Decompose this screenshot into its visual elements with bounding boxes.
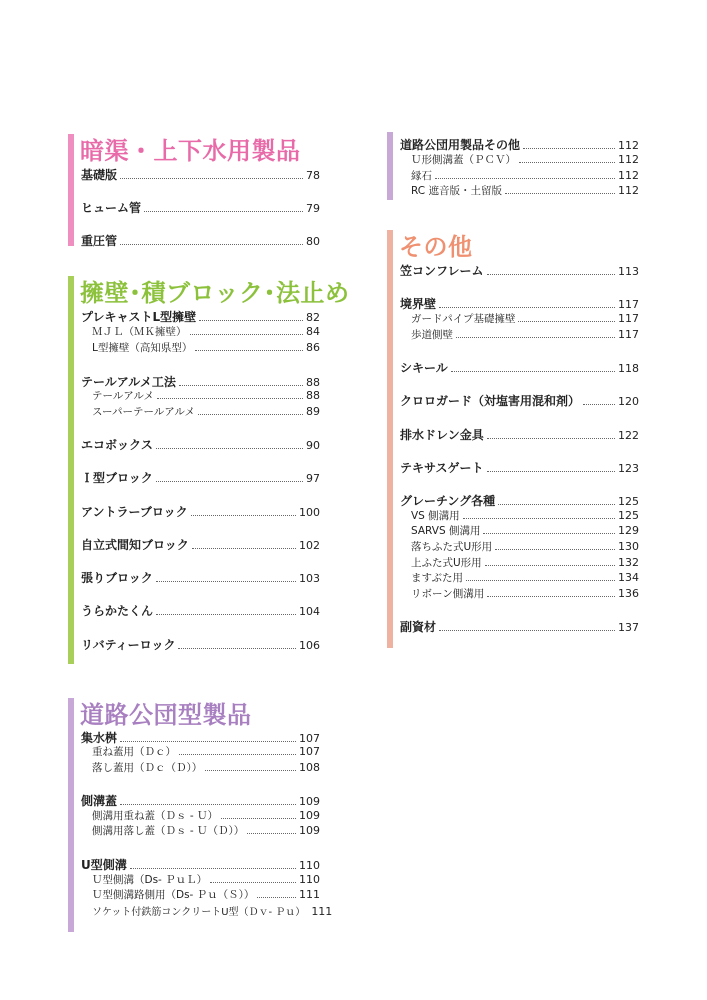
- section-bar: [68, 134, 74, 246]
- entry-label: ヒューム管: [81, 201, 142, 215]
- entry-page: 109: [299, 795, 320, 808]
- toc-entry[interactable]: [400, 262, 639, 279]
- leader-dots: [199, 319, 303, 321]
- entry-page: 109: [299, 809, 320, 822]
- entry-page: 134: [618, 571, 639, 584]
- toc-entry[interactable]: [81, 602, 320, 619]
- entry-page: 106: [299, 639, 320, 652]
- entry-label: プレキャストL型擁壁: [81, 310, 197, 324]
- entry-label: 張りブロック: [81, 571, 153, 585]
- entry-page: 78: [306, 169, 320, 182]
- toc-entry[interactable]: [400, 618, 639, 635]
- entry-label: Ｉ型ブロック: [81, 471, 153, 485]
- entry-label: ＭＪＬ（ＭＫ擁壁）: [92, 326, 187, 338]
- entry-label: 歩道側壁: [411, 329, 453, 341]
- entry-label: アントラーブロック: [81, 505, 188, 519]
- entry-label: 落し蓋用（Ｄｃ（Ｄ））: [92, 762, 203, 774]
- entry-page: 104: [299, 605, 320, 618]
- leader-dots: [178, 647, 296, 649]
- entry-page: 112: [618, 139, 639, 152]
- entry-label: スーパーテールアルメ: [92, 406, 196, 418]
- leader-dots: [487, 595, 615, 597]
- leader-dots: [466, 579, 615, 581]
- leader-dots: [120, 177, 303, 179]
- entry-label: Ｕ型側溝路側用（Ds- Ｐｕ（Ｓ））: [92, 889, 255, 901]
- entry-page: 118: [618, 362, 639, 375]
- section-bar: [68, 276, 74, 664]
- toc-entry[interactable]: [81, 232, 320, 249]
- leader-dots: [583, 403, 615, 405]
- entry-page: 125: [618, 495, 639, 508]
- section-doro-other: [387, 132, 639, 200]
- entry-page: 86: [306, 341, 320, 354]
- toc-subentry[interactable]: [411, 311, 639, 326]
- leader-dots: [195, 349, 303, 351]
- leader-dots: [456, 336, 615, 338]
- entry-page: 136: [618, 587, 639, 600]
- leader-dots: [463, 517, 615, 519]
- entry-label: うらかたくん: [81, 604, 154, 618]
- leader-dots: [191, 514, 296, 516]
- entry-label: リボーン側溝用: [411, 588, 485, 600]
- section-sonota: [387, 230, 639, 648]
- toc-subentry[interactable]: [411, 183, 639, 198]
- toc-subentry[interactable]: [92, 903, 333, 918]
- entry-label: 集水桝: [81, 731, 118, 745]
- leader-dots: [198, 413, 303, 415]
- toc-entry[interactable]: [81, 166, 320, 183]
- entry-page: 80: [306, 235, 320, 248]
- entry-page: 88: [306, 389, 320, 402]
- entry-label: VS 側溝用: [411, 510, 460, 522]
- toc-subentry[interactable]: [411, 586, 639, 601]
- entry-label: グレーチング各種: [400, 494, 496, 508]
- leader-dots: [487, 470, 615, 472]
- entry-page: 112: [618, 169, 639, 182]
- entry-page: 89: [306, 405, 320, 418]
- entry-label: 側溝蓋: [81, 794, 118, 808]
- leader-dots: [487, 273, 615, 275]
- entry-label: 副資材: [400, 620, 437, 634]
- leader-dots: [483, 532, 615, 534]
- entry-page: 111: [299, 888, 320, 901]
- entry-label: SARVS 側溝用: [411, 525, 481, 537]
- leader-dots: [523, 147, 615, 149]
- leader-dots: [495, 548, 615, 550]
- entry-label: エコボックス: [81, 438, 153, 452]
- section-title: その他: [399, 233, 473, 261]
- entry-label: RC 遮音版・土留版: [411, 185, 502, 197]
- entry-label: テールアルメ: [92, 390, 155, 402]
- leader-dots: [519, 161, 615, 163]
- toc-subentry[interactable]: [411, 523, 639, 538]
- toc-subentry[interactable]: [92, 760, 320, 775]
- entry-page: 117: [618, 328, 639, 341]
- toc-entry[interactable]: [400, 492, 639, 509]
- entry-page: 111: [311, 905, 333, 918]
- section-ankyo: [68, 134, 320, 248]
- entry-label: 基礎版: [81, 168, 118, 182]
- toc-subentry[interactable]: [92, 744, 320, 759]
- entry-label: ガードパイプ基礎擁壁: [411, 313, 516, 325]
- toc-entry[interactable]: [81, 856, 320, 873]
- section-doro: [68, 698, 333, 932]
- entry-page: 113: [618, 265, 639, 278]
- leader-dots: [439, 629, 615, 631]
- section-title: 暗渠・上下水用製品: [80, 137, 301, 165]
- entry-page: 97: [306, 472, 320, 485]
- entry-label: リバティーロック: [81, 638, 176, 652]
- leader-dots: [505, 192, 615, 194]
- leader-dots: [120, 803, 296, 805]
- toc-entry[interactable]: [400, 459, 639, 476]
- entry-page: 130: [618, 540, 639, 553]
- toc-subentry[interactable]: [411, 508, 639, 523]
- leader-dots: [157, 397, 303, 399]
- leader-dots: [221, 817, 296, 819]
- entry-label: クロロガード（対塩害用混和剤）: [400, 394, 581, 408]
- entry-label: 上ふた式U形用: [411, 557, 482, 569]
- entry-page: 102: [299, 539, 320, 552]
- leader-dots: [487, 437, 615, 439]
- leader-dots: [435, 177, 615, 179]
- toc-entry[interactable]: [81, 569, 320, 586]
- entry-page: 84: [306, 325, 320, 338]
- entry-page: 107: [299, 745, 320, 758]
- entry-page: 125: [618, 509, 639, 522]
- entry-label: U型側溝: [81, 858, 127, 872]
- leader-dots: [518, 320, 615, 322]
- toc-subentry[interactable]: [92, 388, 320, 403]
- leader-dots: [144, 210, 303, 212]
- entry-label: ますぶた用: [411, 572, 463, 584]
- toc-entry[interactable]: [81, 792, 320, 809]
- entry-label: 境界壁: [400, 297, 437, 311]
- toc-subentry[interactable]: [92, 324, 320, 339]
- entry-label: 排水ドレン金具: [400, 428, 484, 442]
- toc-subentry[interactable]: [92, 823, 320, 838]
- section-title: 道路公団型製品: [80, 701, 252, 729]
- toc-subentry[interactable]: [411, 570, 639, 585]
- leader-dots: [247, 832, 296, 834]
- entry-label: 重圧管: [81, 234, 118, 248]
- entry-label: 側溝用落し蓋（Ｄｓ - Ｕ（Ｄ））: [92, 825, 245, 837]
- entry-page: 103: [299, 572, 320, 585]
- leader-dots: [210, 881, 296, 883]
- toc-subentry[interactable]: [411, 327, 639, 342]
- entry-page: 82: [306, 311, 320, 324]
- entry-label: シキール: [400, 361, 448, 375]
- entry-label: Ｕ型側溝（Ds- ＰｕＬ）: [92, 874, 208, 886]
- entry-page: 88: [306, 376, 320, 389]
- entry-label: ソケット付鉄筋コンクリートU型（Ｄｖ- Ｐｕ）: [92, 907, 306, 918]
- leader-dots: [451, 370, 615, 372]
- toc-entry[interactable]: [81, 536, 320, 553]
- toc-entry[interactable]: [81, 503, 320, 520]
- leader-dots: [179, 753, 296, 755]
- entry-label: テールアルメ工法: [81, 375, 176, 389]
- entry-page: 120: [618, 395, 639, 408]
- entry-page: 108: [299, 761, 320, 774]
- toc-subentry[interactable]: [92, 340, 320, 355]
- toc-entry[interactable]: [81, 199, 320, 216]
- section-yoheki: [68, 276, 350, 664]
- leader-dots: [120, 740, 296, 742]
- toc-entry[interactable]: [400, 136, 639, 153]
- toc-entry[interactable]: [81, 636, 320, 653]
- leader-dots: [192, 547, 296, 549]
- entry-label: 落ちふた式U形用: [411, 541, 493, 553]
- entry-label: 縁石: [411, 170, 432, 182]
- entry-label: 側溝用重ね蓋（Ｄｓ - Ｕ）: [92, 810, 218, 822]
- section-bar: [387, 132, 393, 200]
- leader-dots: [179, 384, 303, 386]
- toc-entry[interactable]: [81, 436, 320, 453]
- entry-page: 100: [299, 506, 320, 519]
- leader-dots: [156, 580, 296, 582]
- entry-page: 110: [299, 873, 320, 886]
- leader-dots: [156, 480, 303, 482]
- entry-page: 117: [618, 312, 639, 325]
- entry-page: 90: [306, 439, 320, 452]
- entry-label: テキサスゲート: [400, 461, 484, 475]
- entry-page: 122: [618, 429, 639, 442]
- toc-entry[interactable]: [81, 308, 320, 325]
- leader-dots: [156, 613, 296, 615]
- section-title: 擁壁･積ブロック･法止め: [80, 279, 350, 307]
- toc-subentry[interactable]: [411, 152, 639, 167]
- entry-page: 109: [299, 824, 320, 837]
- entry-page: 137: [618, 621, 639, 634]
- entry-page: 112: [618, 184, 639, 197]
- toc-entry[interactable]: [400, 392, 639, 409]
- entry-page: 123: [618, 462, 639, 475]
- leader-dots: [257, 896, 296, 898]
- entry-label: Ｕ形側溝蓋（ＰＣＶ）: [411, 154, 516, 166]
- toc-subentry[interactable]: [411, 168, 639, 183]
- leader-dots: [156, 447, 303, 449]
- entry-page: 112: [618, 153, 639, 166]
- leader-dots: [485, 564, 615, 566]
- leader-dots: [120, 243, 303, 245]
- leader-dots: [439, 306, 615, 308]
- leader-dots: [130, 867, 296, 869]
- toc-subentry[interactable]: [411, 555, 639, 570]
- entry-page: 79: [306, 202, 320, 215]
- entry-label: 自立式間知ブロック: [81, 538, 189, 552]
- entry-page: 117: [618, 298, 639, 311]
- entry-label: 笠コンフレーム: [400, 264, 484, 278]
- toc-entry[interactable]: [400, 426, 639, 443]
- toc-subentry[interactable]: [411, 539, 639, 554]
- entry-page: 132: [618, 556, 639, 569]
- entry-label: 道路公団用製品その他: [400, 138, 521, 152]
- toc-subentry[interactable]: [92, 808, 320, 823]
- entry-label: L型擁壁（高知県型）: [92, 342, 193, 354]
- entry-page: 110: [299, 859, 320, 872]
- leader-dots: [205, 769, 296, 771]
- entry-label: 重ね蓋用（Ｄｃ）: [92, 746, 176, 758]
- toc-subentry[interactable]: [92, 887, 320, 902]
- section-bar: [68, 698, 74, 932]
- section-bar: [387, 230, 393, 648]
- leader-dots: [498, 503, 615, 505]
- toc-subentry[interactable]: [92, 404, 320, 419]
- entry-page: 129: [618, 524, 639, 537]
- toc-entry[interactable]: [400, 295, 639, 312]
- leader-dots: [190, 333, 304, 335]
- toc-subentry[interactable]: [92, 872, 320, 887]
- toc-entry[interactable]: [81, 469, 320, 486]
- toc-entry[interactable]: [400, 359, 639, 376]
- entry-page: 107: [299, 732, 320, 745]
